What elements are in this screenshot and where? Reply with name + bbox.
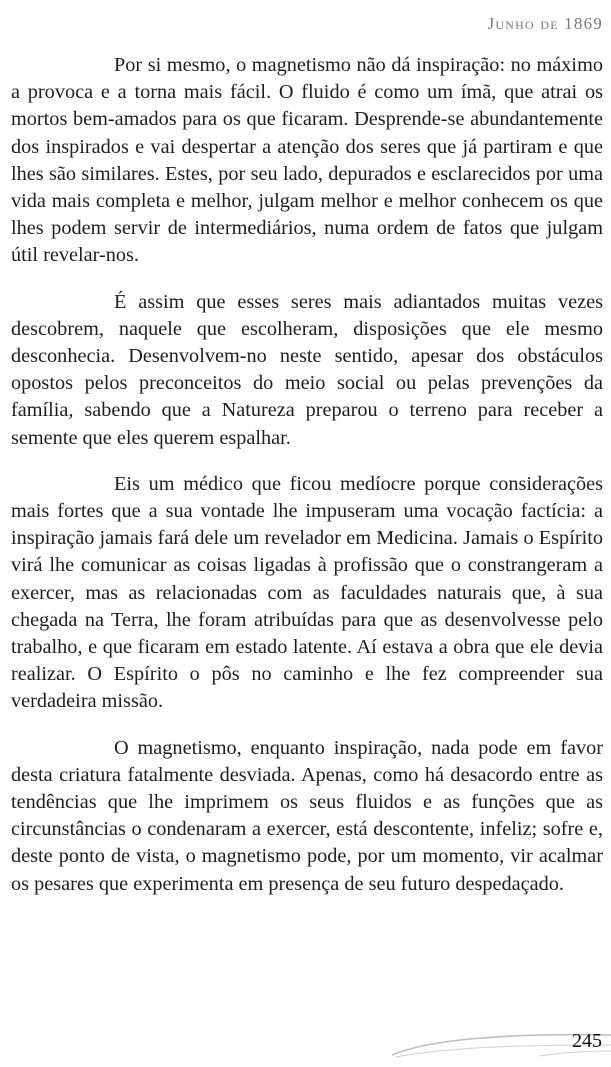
page-number: 245	[572, 1030, 602, 1052]
paragraph-4: O magnetismo, enquanto inspiração, nada pode em favor desta criatura fatalmente desviada. Apenas, como há desacordo entre as tendências que lhe imprimem os seus fluidos e as funções que as circunstâncias o condenaram a exercer, está descontente, infeliz; sofre e, deste ponto de vista, o magnetismo pode, por um momento, vir acalmar os pesares que experimenta em presença de seu futuro despedaçado.	[11, 736, 603, 895]
paragraph-1: Por si mesmo, o magnetismo não dá inspiração: no máximo a provoca e a torna mais fácil. O fluido é como um ímã, que atrai os mortos bem-amados para os que ficaram. Desprende-se abundantemente dos inspirados e vai despertar a atenção dos seres que já partiram e que lhes são similares. Estes, por seu lado, depurados e esclarecidos por uma vida mais completa e melhor, julgam melhor e melhor conhecem os que lhes podem servir de intermediários, numa ordem de fatos que julgam útil revelar-nos.	[11, 54, 603, 267]
paragraph-3: Eis um médico que ficou medíocre porque considerações mais fortes que a sua vontade lhe impuseram uma vocação factícia: a inspiração jamais fará dele um revelador em Medicina. Jamais o Espírito virá lhe comunicar as coisas ligadas à profissão que o constrangeram a exercer, mas as relacionadas com as faculdades naturais que, à sua chegada na Terra, lhe foram atribuídas para que as desenvolvesse pelo trabalho, e que ficaram em estado latente. Aí estava a obra que ele devia realizar. O Espírito o pôs no caminho e lhe fez compreender sua verdadeira missão.	[11, 472, 603, 713]
running-header: Junho de 1869	[487, 14, 603, 33]
paragraph-2: É assim que esses seres mais adiantados muitas vezes descobrem, naquele que escolheram, disposições que ele mesmo desconhecia. Desenvolvem-no neste sentido, apesar dos obstáculos opostos pelos preconceitos do meio social ou pelas prevenções da família, sabendo que a Natureza preparou o terreno para receber a semente que eles querem espalhar.	[11, 290, 603, 449]
page-body	[11, 52, 603, 917]
